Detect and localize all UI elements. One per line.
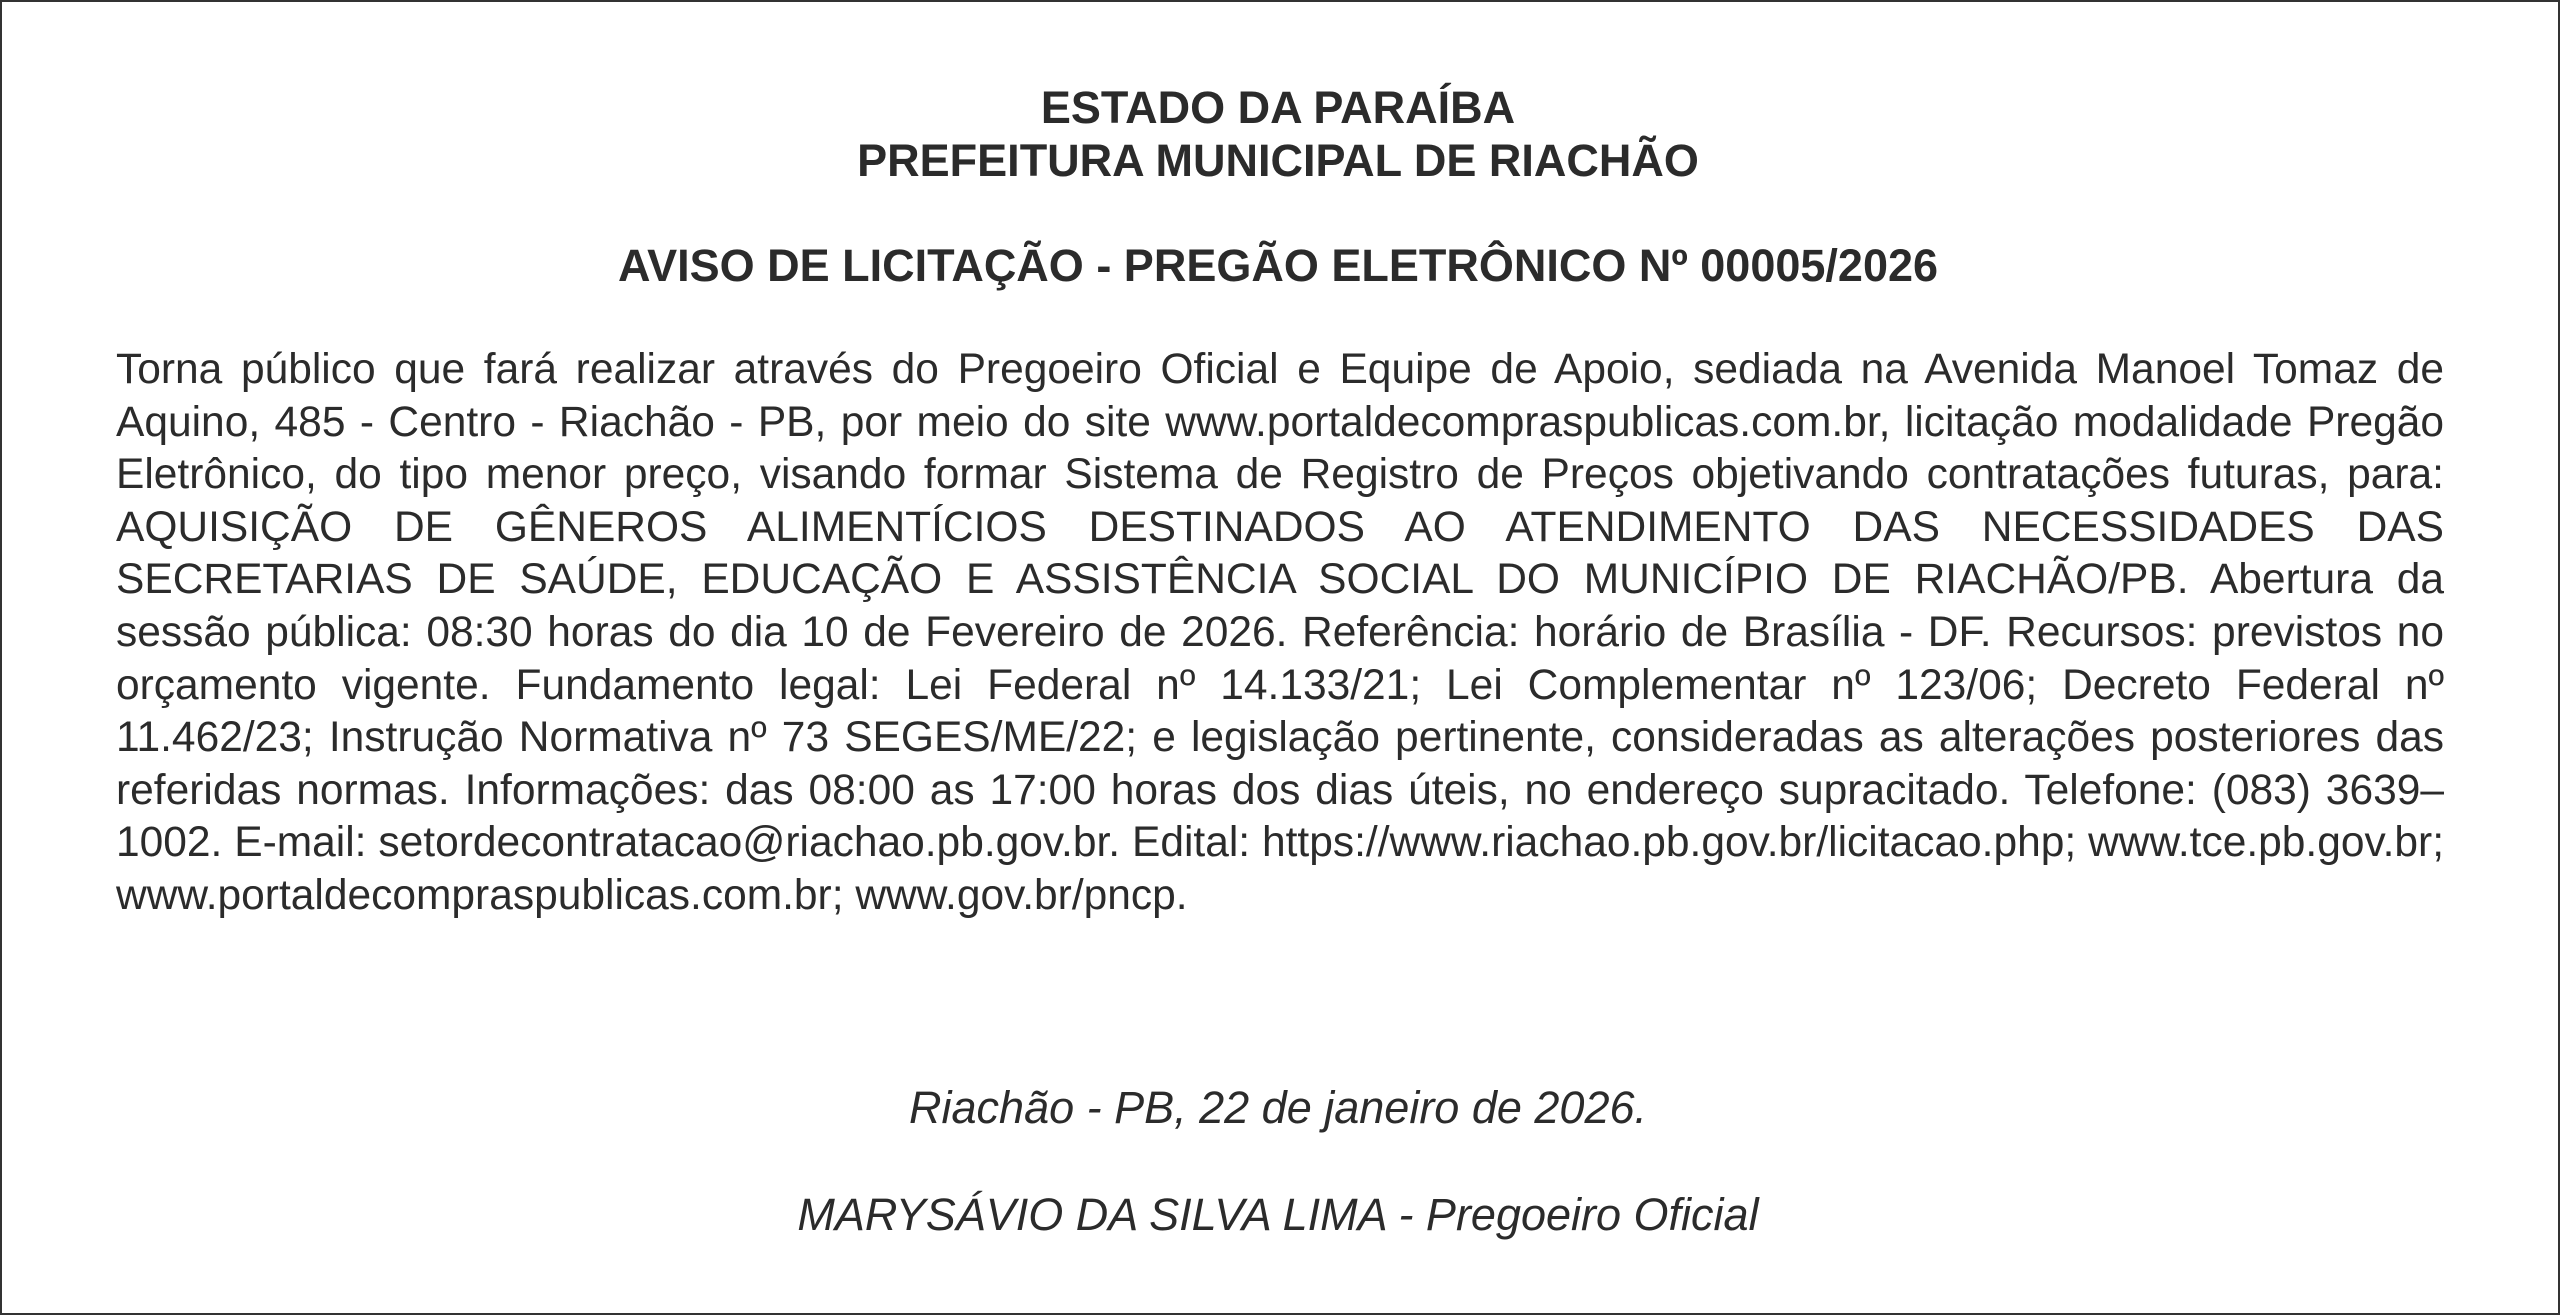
notice-title: AVISO DE LICITAÇÃO - PREGÃO ELETRÔNICO Nº 00005/2026 bbox=[617, 240, 1939, 291]
city-hall-heading: PREFEITURA MUNICIPAL DE RIACHÃO bbox=[857, 135, 1699, 186]
signature-line: MARYSÁVIO DA SILVA LIMA - Pregoeiro Oficial bbox=[797, 1189, 1759, 1240]
date-line: Riachão - PB, 22 de janeiro de 2026. bbox=[909, 1082, 1647, 1133]
state-heading: ESTADO DA PARAÍBA bbox=[1040, 82, 1516, 133]
notice-body: Torna público que fará realizar através do Pregoeiro Oficial e Equipe de Apoio, sediada na Avenida Manoel Tomaz de Aquino, 485 - Centro - Riachão - PB, por meio do site www.portaldecompraspublicas.com.br, licitação modalidade Pregão Eletrônico, do tipo menor preço, visando formar Sistema de Registro de Preços objetivando contratações futuras, para: AQUISIÇÃO DE GÊNEROS ALIMENTÍCIOS DESTINADOS AO ATENDIMENTO DAS NECESSIDADES DAS SECRETARIAS DE SAÚDE, EDUCAÇÃO E ASSISTÊNCIA SOCIAL DO MUNICÍPIO DE RIACHÃO/PB. Abertura da sessão pública: 08:30 horas do dia 10 de Fevereiro de 2026. Referência: horário de Brasília - DF. Recursos: previstos no orçamento vigente. Fundamento legal: Lei Federal nº 14.133/21; Lei Complementar nº 123/06; Decreto Federal nº 11.462/23; Instrução Normativa nº 73 SEGES/ME/22; e legislação pertinente, consideradas as alterações posteriores das referidas normas. Informações: das 08:00 as 17:00 horas dos dias úteis, no endereço supracitado. Telefone: (083) 3639–1002. E-mail: setordecontratacao@riachao.pb.gov.br. Edital: https://www.riachao.pb.gov.br/licitacao.php; www.tce.pb.gov.br; www.portaldecompraspublicas.com.br; www.gov.br/pncp. bbox=[116, 346, 2444, 919]
